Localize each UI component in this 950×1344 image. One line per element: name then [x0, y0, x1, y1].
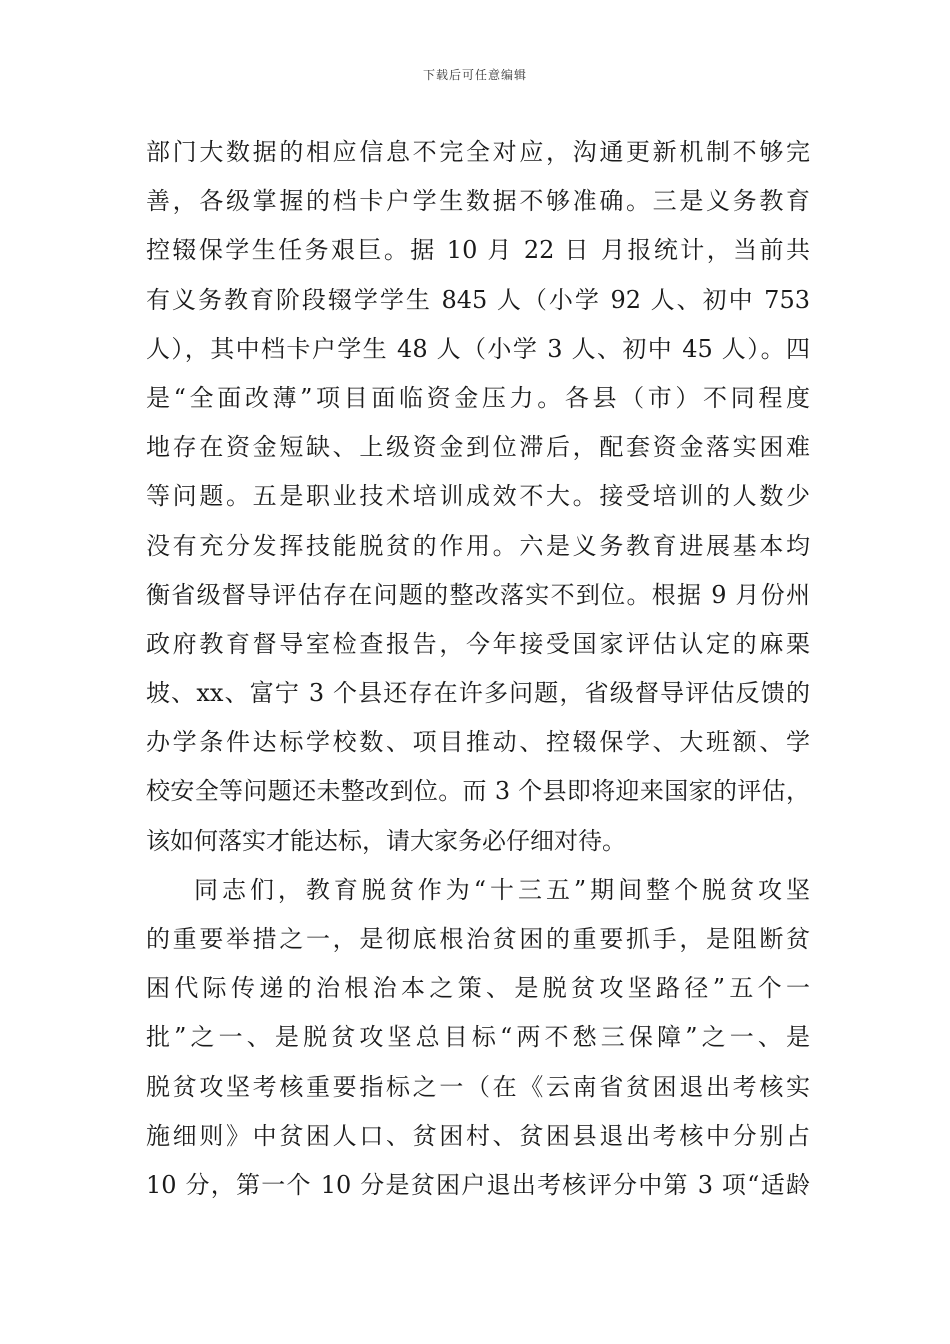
text-line: 没有充分发挥技能脱贫的作用。六是义务教育进展基本均	[146, 531, 810, 560]
text-line: 是“全面改薄”项目面临资金压力。各县（市）不同程度	[146, 383, 810, 412]
paragraph-2	[146, 866, 810, 1210]
text-line: 坡、xx、富宁 3 个县还存在许多问题，省级督导评估反馈的	[146, 679, 810, 708]
text-line: 批”之一、是脱贫攻坚总目标“两不愁三保障”之一、是	[146, 1023, 810, 1052]
text-line: 10 分，第一个 10 分是贫困户退出考核评分中第 3 项“适龄	[146, 1170, 810, 1199]
text-line: 善，各级掌握的档卡户学生数据不够准确。三是义务教育	[146, 187, 810, 216]
text-line: 地存在资金短缺、上级资金到位滞后，配套资金落实困难	[146, 433, 810, 462]
text-line: 有义务教育阶段辍学学生 845 人（小学 92 人、初中 753	[146, 285, 810, 314]
text-line: 脱贫攻坚考核重要指标之一（在《云南省贫困退出考核实	[146, 1072, 810, 1101]
header-note: 下载后可任意编辑	[422, 68, 527, 82]
text-line: 等问题。五是职业技术培训成效不大。接受培训的人数少	[146, 482, 810, 511]
text-line: 部门大数据的相应信息不完全对应，沟通更新机制不够完	[146, 138, 810, 166]
text-line: 同志们，教育脱贫作为“十三五”期间整个脱贫攻坚	[194, 875, 810, 904]
text-line: 人），其中档卡户学生 48 人（小学 3 人、初中 45 人）。四	[146, 334, 810, 363]
text-line: 办学条件达标学校数、项目推动、控辍保学、大班额、学	[146, 728, 810, 757]
text-line: 的重要举措之一，是彻底根治贫困的重要抓手，是阻断贫	[146, 925, 810, 953]
body-text	[146, 128, 810, 1210]
text-line: 校安全等问题还未整改到位。而 3 个县即将迎来国家的评估，	[146, 777, 810, 806]
text-line: 衡省级督导评估存在问题的整改落实不到位。根据 9 月份州	[146, 580, 810, 609]
text-line: 施细则》中贫困人口、贫困村、贫困县退出考核中分别占	[146, 1121, 810, 1150]
text-line: 控辍保学生任务艰巨。据 10 月 22 日 月报统计，当前共	[146, 236, 810, 265]
text-line: 政府教育督导室检查报告，今年接受国家评估认定的麻栗	[146, 629, 810, 658]
text-line: 该如何落实才能达标，请大家务必仔细对待。	[146, 826, 626, 855]
text-line: 困代际传递的治根治本之策、是脱贫攻坚路径”五个一	[146, 974, 810, 1003]
paragraph-1	[146, 128, 810, 866]
